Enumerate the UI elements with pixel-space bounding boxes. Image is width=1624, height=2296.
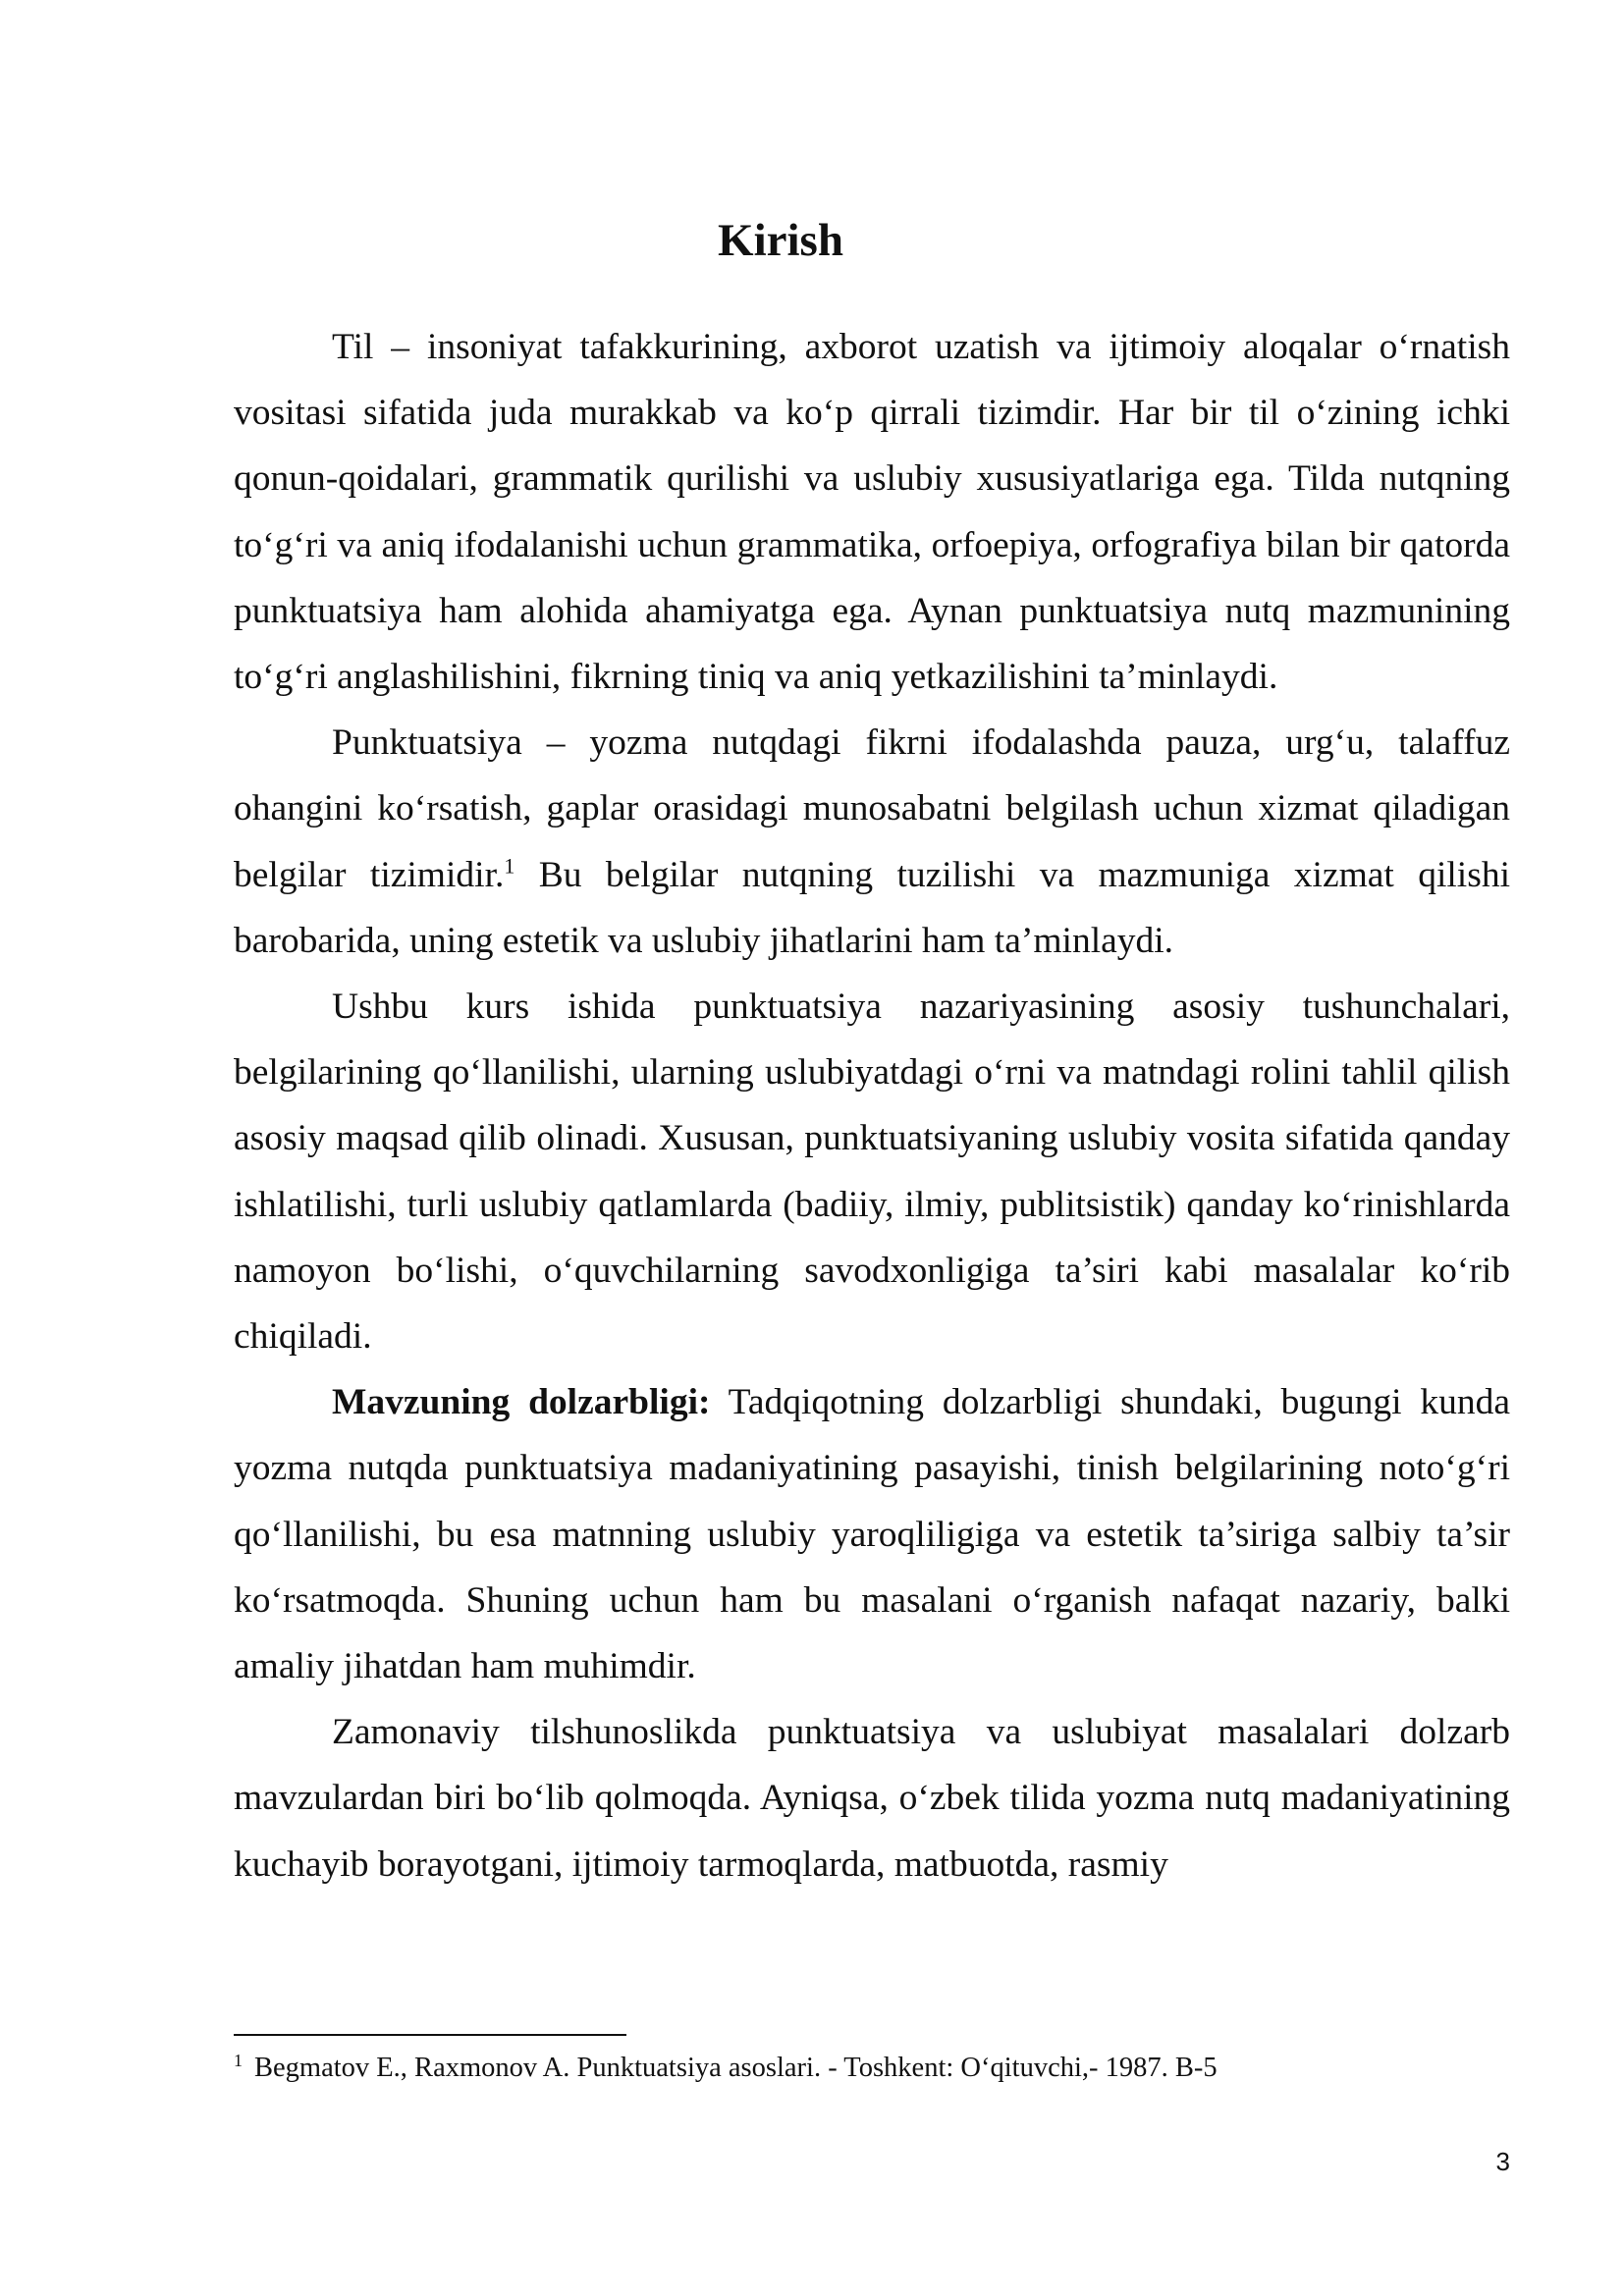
footnote-number: 1 (234, 2050, 243, 2070)
paragraph-text: Punktuatsiya – yozma nutqdagi fikrni ifodalashda pauza, urg‘u, talaffuz ohangini ko‘rsatish, gaplar orasidagi munosabatni belgilash uchun xizmat qiladigan belgilar tizimidir. (234, 722, 1510, 895)
paragraph-relevance (234, 1369, 1510, 1699)
paragraph-intro: Til – insoniyat tafakkurining, axborot uzatish va ijtimoiy aloqalar o‘rnatish vositasi sifatida juda murakkab va ko‘p qirrali tizimdir. Har bir til o‘zining ichki qonun-qoidalari, grammatik qurilishi va uslubiy xususiyatlariga ega. Tilda nutqning to‘g‘ri va aniq ifodalanishi uchun grammatika, orfoepiya, orfografiya bilan bir qatorda punktuatsiya ham alohida ahamiyatga ega. Aynan punktuatsiya nutq mazmunining to‘g‘ri anglashilishini, fikrning tiniq va aniq yetkazilishini ta’minlaydi. (234, 327, 1510, 698)
page-number: 3 (1495, 2147, 1510, 2176)
paragraph-course-goal: Ushbu kurs ishida punktuatsiya nazariyasining asosiy tushunchalari, belgilarining qo‘llanilishi, ularning uslubiyatdagi o‘rni va matndagi rolini tahlil qilish asosiy maqsad qilib olinadi. Xususan, punktuatsiyaning uslubiy vosita sifatida qanday ishlatilishi, turli uslubiy qatlamlarda (badiiy, ilmiy, publitsistik) qanday ko‘rinishlarda namoyon bo‘lishi, o‘quvchilarning savodxonligiga ta’siri kabi masalalar ko‘rib chiqiladi. (234, 987, 1510, 1358)
footnote-reference: 1 (504, 853, 515, 879)
paragraph-text: Bu belgilar nutqning tuzilishi va mazmuniga xizmat qilishi barobarida, uning estetik va uslubiy jihatlarini ham ta’minlaydi. (234, 854, 1510, 961)
page-title: Kirish (718, 215, 843, 266)
paragraph-punctuation-definition (234, 710, 1510, 974)
relevance-label: Mavzuning dolzarbligi: (332, 1382, 711, 1423)
footnote-text: Begmatov E., Raxmonov A. Punktuatsiya asoslari. - Toshkent: O‘qituvchi,- 1987. B-5 (254, 2053, 1218, 2083)
footnote-separator (234, 2034, 626, 2036)
paragraph-text: Tadqiqotning dolzarbligi shundaki, bugungi kunda yozma nutqda punktuatsiya madaniyatining pasayishi, tinish belgilarining noto‘g‘ri qo‘llanilishi, bu esa matnning uslubiy yaroqliligiga va estetik ta’siriga salbiy ta’sir ko‘rsatmoqda. Shuning uchun ham bu masalani o‘rganish nafaqat nazariy, balki amaliy jihatdan ham muhimdir. (234, 1382, 1510, 1687)
body-text (234, 314, 1510, 1897)
paragraph-modern-linguistics: Zamonaviy tilshunoslikda punktuatsiya va uslubiyat masalalari dolzarb mavzulardan biri bo‘lib qolmoqda. Ayniqsa, o‘zbek tilida yozma nutq madaniyatining kuchayib borayotgani, ijtimoiy tarmoqlarda, matbuotda, rasmiy (234, 1712, 1510, 1885)
footnote (234, 2050, 1510, 2087)
